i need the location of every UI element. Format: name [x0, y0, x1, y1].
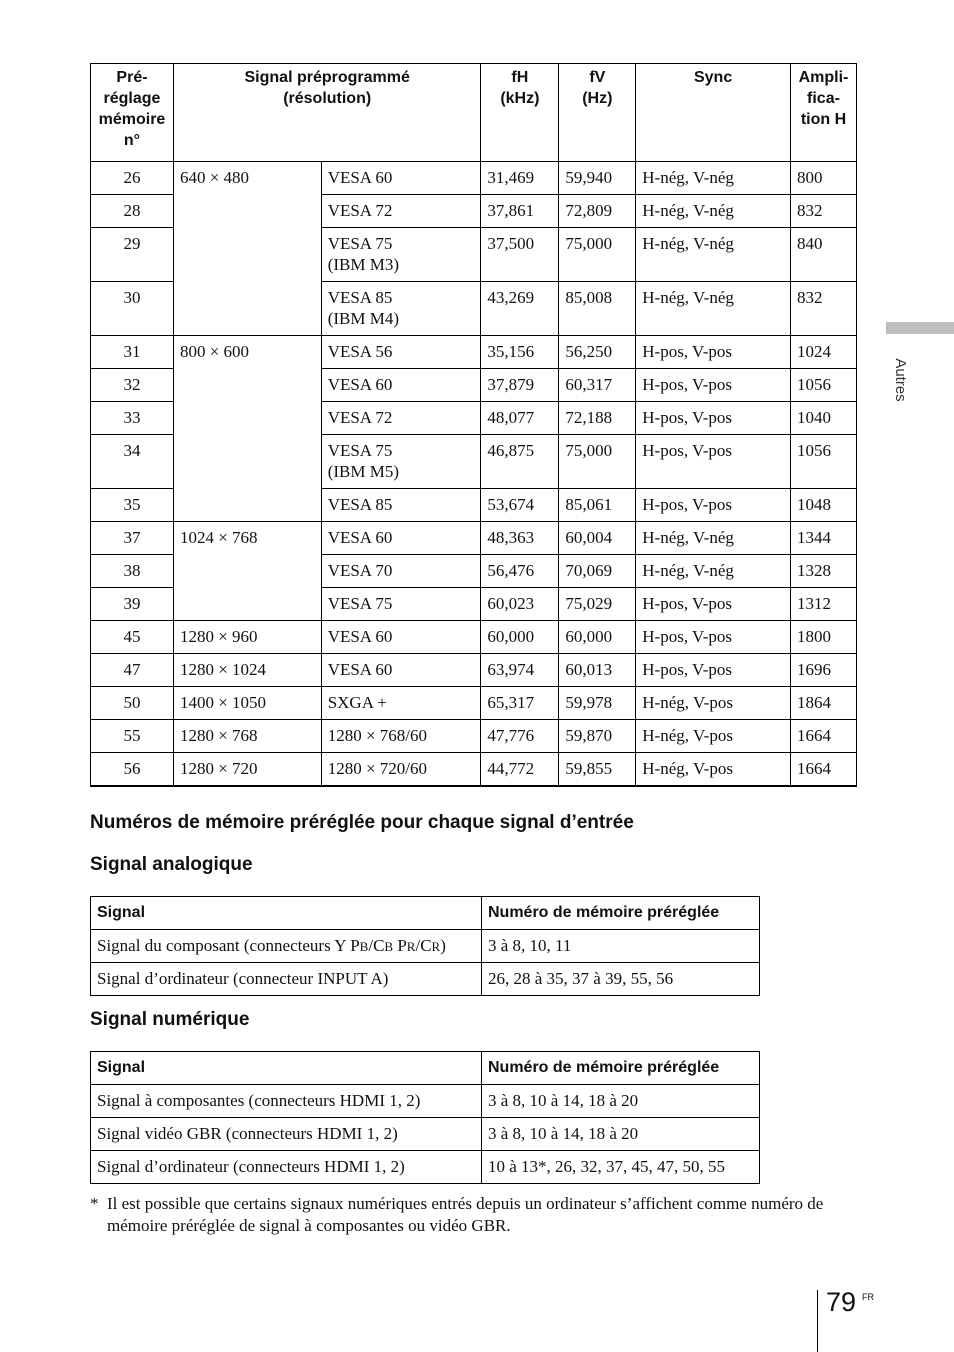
- text-fragment: R: [431, 939, 441, 954]
- cell-signal: VESA 75 (IBM M3): [321, 228, 481, 282]
- footnote-mark: *: [90, 1194, 99, 1213]
- cell-fv: 59,978: [559, 687, 636, 720]
- cell-sync: H-pos, V-pos: [636, 654, 791, 687]
- header-fh: fH (kHz): [481, 64, 559, 162]
- cell-preset-number: 3 à 8, 10 à 14, 18 à 20: [482, 1085, 760, 1118]
- cell-sync: H-nég, V-pos: [636, 720, 791, 753]
- cell-fh: 56,476: [481, 555, 559, 588]
- table-header-row: [91, 64, 857, 162]
- cell-signal: VESA 85 (IBM M4): [321, 282, 481, 336]
- cell-signal: VESA 72: [321, 195, 481, 228]
- cell-fh: 65,317: [481, 687, 559, 720]
- analog-title: Signal analogique: [90, 854, 253, 875]
- cell-signal: VESA 75 (IBM M5): [321, 435, 481, 489]
- cell-amp: 1800: [790, 621, 856, 654]
- cell-fv: 75,000: [559, 228, 636, 282]
- cell-amp: 840: [790, 228, 856, 282]
- digital-title: Signal numérique: [90, 1009, 250, 1030]
- footnote-text: Il est possible que certains signaux numériques entrés depuis un ordinateur s’affichent comme numéro de mémoire préréglée de signal à composantes ou vidéo GBR.: [107, 1194, 824, 1235]
- cell-fh: 37,861: [481, 195, 559, 228]
- cell-sync: H-pos, V-pos: [636, 588, 791, 621]
- table-row: [91, 963, 760, 996]
- cell-fv: 60,000: [559, 621, 636, 654]
- cell-amp: 1696: [790, 654, 856, 687]
- cell-amp: 1344: [790, 522, 856, 555]
- page-language: FR: [862, 1292, 874, 1302]
- cell-signal: VESA 75: [321, 588, 481, 621]
- text-fragment: B: [359, 939, 369, 954]
- cell-resolution: 1024 × 768: [173, 522, 321, 621]
- cell-preset: 29: [91, 228, 174, 282]
- cell-sync: H-nég, V-pos: [636, 753, 791, 787]
- cell-signal: VESA 60: [321, 162, 481, 195]
- cell-sync: H-nég, V-nég: [636, 195, 791, 228]
- cell-fh: 63,974: [481, 654, 559, 687]
- cell-fh: 44,772: [481, 753, 559, 787]
- cell-sync: H-pos, V-pos: [636, 435, 791, 489]
- table-row: [91, 687, 857, 720]
- cell-signal: VESA 60: [321, 621, 481, 654]
- cell-amp: 800: [790, 162, 856, 195]
- cell-fh: 37,879: [481, 369, 559, 402]
- cell-amp: 1664: [790, 753, 856, 787]
- cell-fh: 46,875: [481, 435, 559, 489]
- cell-preset: 50: [91, 687, 174, 720]
- header-preset-number: Numéro de mémoire préréglée: [482, 897, 760, 930]
- page-number-rule: [817, 1290, 818, 1352]
- cell-preset-number: 3 à 8, 10, 11: [482, 930, 760, 963]
- cell-signal: VESA 56: [321, 336, 481, 369]
- cell-amp: 832: [790, 195, 856, 228]
- table-row: [91, 1118, 760, 1151]
- cell-fv: 60,004: [559, 522, 636, 555]
- cell-fh: 35,156: [481, 336, 559, 369]
- table-row: [91, 654, 857, 687]
- cell-sync: H-pos, V-pos: [636, 402, 791, 435]
- page-number: 79: [826, 1287, 857, 1317]
- cell-resolution: 1280 × 768: [173, 720, 321, 753]
- table-row: [91, 162, 857, 195]
- cell-resolution: 800 × 600: [173, 336, 321, 522]
- header-signal: Signal: [91, 1052, 482, 1085]
- cell-signal: VESA 72: [321, 402, 481, 435]
- cell-sync: H-nég, V-nég: [636, 282, 791, 336]
- cell-amp: 1024: [790, 336, 856, 369]
- cell-fh: 53,674: [481, 489, 559, 522]
- preset-table-body: [91, 162, 857, 787]
- analog-signal-table: [90, 896, 760, 996]
- cell-sync: H-nég, V-nég: [636, 162, 791, 195]
- cell-fv: 60,317: [559, 369, 636, 402]
- cell-preset: 31: [91, 336, 174, 369]
- text-fragment: B: [384, 939, 394, 954]
- header-amp: Ampli- fica- tion H: [790, 64, 856, 162]
- cell-resolution: 1400 × 1050: [173, 687, 321, 720]
- cell-fh: 60,000: [481, 621, 559, 654]
- cell-preset: 45: [91, 621, 174, 654]
- preset-signal-table: [90, 63, 857, 787]
- cell-sync: H-nég, V-pos: [636, 687, 791, 720]
- cell-fh: 37,500: [481, 228, 559, 282]
- cell-signal: [91, 930, 482, 963]
- header-signal: Signal: [91, 897, 482, 930]
- cell-preset: 35: [91, 489, 174, 522]
- text-fragment: Signal du composant (connecteurs Y P: [97, 936, 360, 955]
- side-tab-label: Autres: [892, 358, 909, 402]
- text-fragment: R: [406, 939, 416, 954]
- cell-preset: 39: [91, 588, 174, 621]
- cell-preset: 30: [91, 282, 174, 336]
- footnote: [90, 1193, 850, 1237]
- cell-signal: VESA 85: [321, 489, 481, 522]
- text-fragment: /C: [415, 936, 432, 955]
- section-title: Numéros de mémoire préréglée pour chaque signal d’entrée: [90, 812, 634, 833]
- table-header-row: [91, 1052, 760, 1085]
- cell-preset-number: 10 à 13*, 26, 32, 37, 45, 47, 50, 55: [482, 1151, 760, 1184]
- header-fv: fV (Hz): [559, 64, 636, 162]
- cell-fh: 43,269: [481, 282, 559, 336]
- cell-preset: 55: [91, 720, 174, 753]
- cell-resolution: 1280 × 960: [173, 621, 321, 654]
- cell-fh: 31,469: [481, 162, 559, 195]
- cell-fv: 59,870: [559, 720, 636, 753]
- cell-fv: 59,940: [559, 162, 636, 195]
- cell-sync: H-pos, V-pos: [636, 621, 791, 654]
- header-sync: Sync: [636, 64, 791, 162]
- cell-fh: 48,077: [481, 402, 559, 435]
- cell-fv: 85,008: [559, 282, 636, 336]
- cell-signal: VESA 60: [321, 654, 481, 687]
- table-row: [91, 1151, 760, 1184]
- cell-resolution: 1280 × 720: [173, 753, 321, 787]
- side-tab-bar: [886, 322, 954, 334]
- cell-preset: 56: [91, 753, 174, 787]
- cell-signal: Signal vidéo GBR (connecteurs HDMI 1, 2): [91, 1118, 482, 1151]
- header-preset: Pré- réglage mémoire n°: [91, 64, 174, 162]
- cell-sync: H-pos, V-pos: [636, 369, 791, 402]
- table-row: [91, 522, 857, 555]
- cell-preset-number: 26, 28 à 35, 37 à 39, 55, 56: [482, 963, 760, 996]
- text-fragment: ): [440, 936, 446, 955]
- cell-amp: 1048: [790, 489, 856, 522]
- cell-preset: 37: [91, 522, 174, 555]
- cell-amp: 1328: [790, 555, 856, 588]
- cell-amp: 1664: [790, 720, 856, 753]
- table-header-row: [91, 897, 760, 930]
- cell-fh: 48,363: [481, 522, 559, 555]
- cell-fv: 70,069: [559, 555, 636, 588]
- cell-sync: H-pos, V-pos: [636, 336, 791, 369]
- table-row: [91, 621, 857, 654]
- text-fragment: /C: [368, 936, 385, 955]
- cell-signal: Signal d’ordinateur (connecteur INPUT A): [91, 963, 482, 996]
- cell-fv: 60,013: [559, 654, 636, 687]
- cell-fv: 56,250: [559, 336, 636, 369]
- digital-signal-table: [90, 1051, 760, 1184]
- cell-amp: 1056: [790, 369, 856, 402]
- cell-preset: 47: [91, 654, 174, 687]
- cell-signal: SXGA +: [321, 687, 481, 720]
- cell-signal: VESA 60: [321, 369, 481, 402]
- table-row: [91, 753, 857, 787]
- table-row: [91, 1085, 760, 1118]
- cell-fv: 75,029: [559, 588, 636, 621]
- cell-signal: VESA 60: [321, 522, 481, 555]
- cell-fh: 60,023: [481, 588, 559, 621]
- table-row: [91, 336, 857, 369]
- cell-sync: H-pos, V-pos: [636, 489, 791, 522]
- cell-fv: 72,809: [559, 195, 636, 228]
- cell-amp: 1040: [790, 402, 856, 435]
- cell-resolution: 640 × 480: [173, 162, 321, 336]
- table-row: [91, 930, 760, 963]
- cell-resolution: 1280 × 1024: [173, 654, 321, 687]
- cell-fv: 59,855: [559, 753, 636, 787]
- text-fragment: P: [393, 936, 407, 955]
- header-signal: Signal préprogrammé (résolution): [173, 64, 480, 162]
- cell-preset: 28: [91, 195, 174, 228]
- cell-amp: 1056: [790, 435, 856, 489]
- table-row: [91, 720, 857, 753]
- cell-fv: 85,061: [559, 489, 636, 522]
- cell-signal: 1280 × 720/60: [321, 753, 481, 787]
- cell-sync: H-nég, V-nég: [636, 522, 791, 555]
- cell-preset: 34: [91, 435, 174, 489]
- cell-amp: 1312: [790, 588, 856, 621]
- header-preset-number: Numéro de mémoire préréglée: [482, 1052, 760, 1085]
- cell-signal: Signal d’ordinateur (connecteurs HDMI 1, 2): [91, 1151, 482, 1184]
- cell-signal: 1280 × 768/60: [321, 720, 481, 753]
- cell-preset: 32: [91, 369, 174, 402]
- cell-preset: 26: [91, 162, 174, 195]
- cell-sync: H-nég, V-nég: [636, 555, 791, 588]
- cell-fv: 75,000: [559, 435, 636, 489]
- cell-preset: 33: [91, 402, 174, 435]
- cell-preset: 38: [91, 555, 174, 588]
- cell-signal: Signal à composantes (connecteurs HDMI 1, 2): [91, 1085, 482, 1118]
- cell-amp: 1864: [790, 687, 856, 720]
- cell-preset-number: 3 à 8, 10 à 14, 18 à 20: [482, 1118, 760, 1151]
- cell-fh: 47,776: [481, 720, 559, 753]
- cell-fv: 72,188: [559, 402, 636, 435]
- cell-sync: H-nég, V-nég: [636, 228, 791, 282]
- cell-signal: VESA 70: [321, 555, 481, 588]
- cell-amp: 832: [790, 282, 856, 336]
